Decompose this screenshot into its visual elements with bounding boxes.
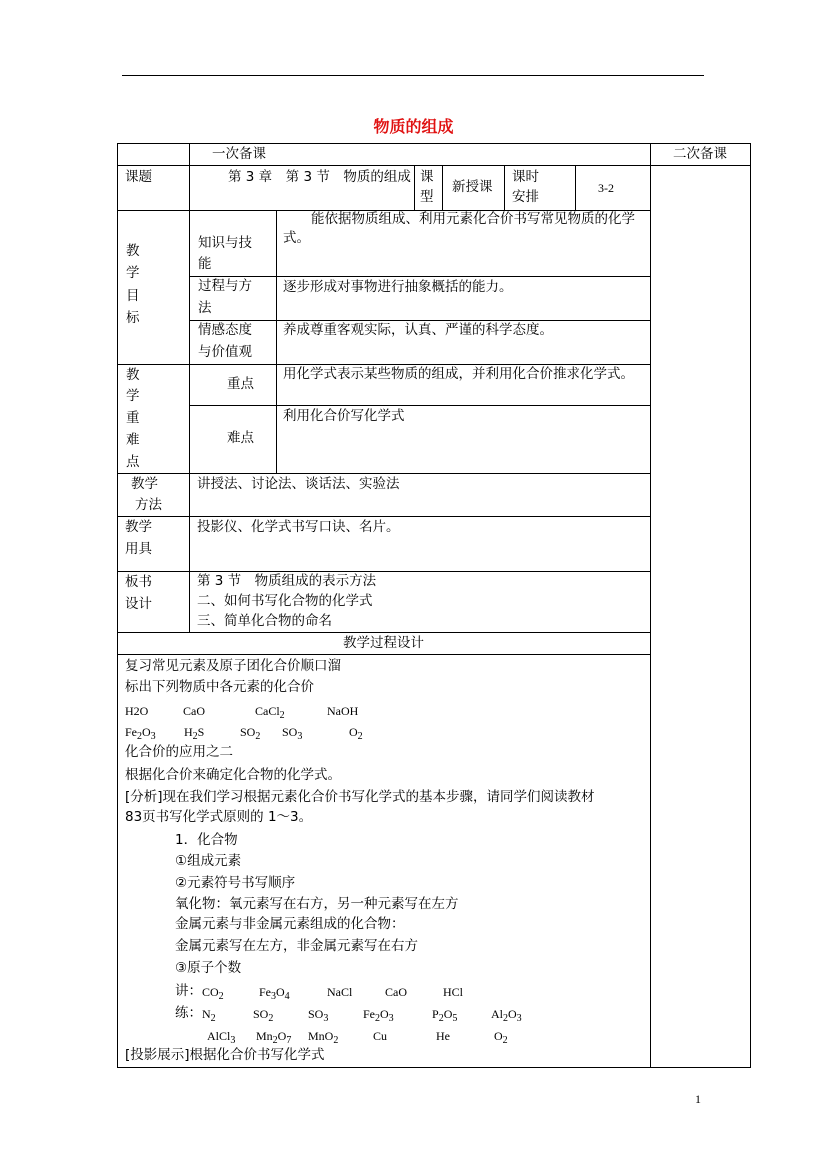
process-step: 氧化物：氧元素写在右方，另一种元素写在左方 xyxy=(175,896,459,912)
board-line: 二、如何书写化合物的化学式 xyxy=(197,593,373,609)
formula: $Fe_3O_4$ xyxy=(259,985,290,1002)
goal-name: 知识与技 xyxy=(198,235,252,251)
key-point-label: 重点 xyxy=(227,376,254,392)
formula: $H_2S$ xyxy=(184,725,205,742)
key-points-label: 教 xyxy=(126,367,140,383)
table-line xyxy=(117,473,650,474)
practice-label: 练： xyxy=(175,1005,202,1021)
table-line xyxy=(189,143,190,632)
formula: $Fe_2O_3$ xyxy=(363,1007,394,1024)
key-point-text: 用化学式表示某些物质的组成，并利用化合价推求化学式。 xyxy=(283,366,634,382)
table-line xyxy=(504,165,505,210)
formula: CaO xyxy=(385,985,407,999)
formula: $SO_3$ xyxy=(282,725,303,742)
formula: NaCl xyxy=(327,985,353,999)
lesson-type-label: 型 xyxy=(420,189,434,205)
process-step: 金属元素与非金属元素组成的化合物： xyxy=(175,916,405,932)
process-step: ③原子个数 xyxy=(175,960,242,976)
class-hours-value: 3-2 xyxy=(598,181,614,195)
process-line: 标出下列物质中各元素的化合价 xyxy=(125,679,314,695)
table-line xyxy=(117,165,751,166)
key-points-label: 点 xyxy=(126,454,140,470)
formula: CaCl$_2$ xyxy=(255,704,285,721)
formula: He xyxy=(436,1029,450,1043)
method-label: 方法 xyxy=(135,497,162,513)
goals-label: 学 xyxy=(126,265,140,281)
header-rule xyxy=(122,75,704,76)
formula-row xyxy=(202,985,463,1000)
topic-content: 第 3 章 第 3 节 物质的组成 xyxy=(228,169,411,185)
lesson-type-value: 新授课 xyxy=(452,179,493,195)
formula: $O_2$ xyxy=(494,1029,508,1046)
goal-name: 情感态度 xyxy=(198,322,252,338)
table-line xyxy=(117,654,650,655)
formula: MnO$_2$ xyxy=(308,1029,339,1046)
process-line: 83页书写化学式原则的 1～3。 xyxy=(125,809,313,825)
formula: $CO_2$ xyxy=(202,985,224,1002)
table-line xyxy=(442,165,443,210)
board-label: 设计 xyxy=(125,596,152,612)
table-line xyxy=(276,210,277,473)
process-line: [投影展示]根据化合价书写化学式 xyxy=(125,1047,325,1063)
board-line: 第 3 节 物质组成的表示方法 xyxy=(197,573,377,589)
second-prep-header: 二次备课 xyxy=(673,146,727,162)
formula: CaO xyxy=(183,704,205,718)
formula: NaOH xyxy=(327,704,359,718)
table-line xyxy=(117,632,650,633)
goals-label: 教 xyxy=(126,243,140,259)
difficult-point-label: 难点 xyxy=(227,430,254,446)
formula-row xyxy=(202,1007,522,1022)
goals-label: 标 xyxy=(126,310,140,326)
table-line xyxy=(414,165,415,210)
goal-text: 养成尊重客观实际，认真、严谨的科学态度。 xyxy=(283,322,553,338)
difficult-point-text: 利用化合价写化学式 xyxy=(283,408,405,424)
topic-label: 课题 xyxy=(125,169,152,185)
key-points-label: 难 xyxy=(126,432,140,448)
tools-text: 投影仪、化学式书写口诀、名片。 xyxy=(197,519,400,535)
process-line: 根据化合价来确定化合物的化学式。 xyxy=(125,767,341,783)
method-label: 教学 xyxy=(131,476,158,492)
table-line xyxy=(575,165,576,210)
process-step: ②元素符号书写顺序 xyxy=(175,875,296,891)
formula: $Al_2O_3$ xyxy=(491,1007,522,1024)
class-hours-label: 课时 xyxy=(512,169,539,185)
tools-label: 教学 xyxy=(125,519,152,535)
formula: $O_2$ xyxy=(349,725,363,742)
process-line: [分析]现在我们学习根据元素化合价书写化学式的基本步骤，请同学们阅读教材 xyxy=(125,789,595,805)
table-line xyxy=(117,516,650,517)
formula: H2O xyxy=(125,704,149,718)
formula: $SO_3$ xyxy=(308,1007,329,1024)
board-line: 三、简单化合物的命名 xyxy=(197,613,332,629)
goal-name: 与价值观 xyxy=(198,344,252,360)
formula: $P_2O_5$ xyxy=(432,1007,458,1024)
class-hours-label: 安排 xyxy=(512,189,539,205)
formula-row xyxy=(125,704,358,719)
board-label: 板书 xyxy=(125,574,152,590)
lecture-label: 讲： xyxy=(175,983,202,999)
process-line: 化合价的应用之二 xyxy=(125,744,233,760)
formula-row xyxy=(207,1029,508,1044)
formula: $SO_2$ xyxy=(253,1007,274,1024)
process-step: ①组成元素 xyxy=(175,853,242,869)
goal-text: 能依据物质组成、利用元素化合价书写常见物质的化学式。 xyxy=(283,211,635,246)
formula: Cu xyxy=(373,1029,388,1043)
formula: $SO_2$ xyxy=(240,725,261,742)
first-prep-header: 一次备课 xyxy=(212,146,266,162)
goal-name: 过程与方 xyxy=(198,278,252,294)
method-text: 讲授法、讨论法、谈话法、实验法 xyxy=(197,476,400,492)
formula-row xyxy=(125,725,363,740)
formula: $Mn_2O_7$ xyxy=(256,1029,292,1046)
process-line: 复习常见元素及原子团化合价顺口溜 xyxy=(125,658,341,674)
page-number: 1 xyxy=(695,1092,701,1106)
table-line xyxy=(189,405,650,406)
lesson-type-label: 课 xyxy=(420,169,434,185)
goals-label: 目 xyxy=(126,288,140,304)
formula: $Fe_2O_3$ xyxy=(125,725,156,742)
formula: $N_2$ xyxy=(202,1007,216,1024)
goal-name: 能 xyxy=(198,256,212,272)
process-heading: 教学过程设计 xyxy=(343,635,424,651)
key-points-label: 学 xyxy=(126,388,140,404)
goal-text: 逐步形成对事物进行抽象概括的能力。 xyxy=(283,279,513,295)
tools-label: 用具 xyxy=(125,541,152,557)
goal-name: 法 xyxy=(198,300,212,316)
process-step: 金属元素写在左方，非金属元素写在右方 xyxy=(175,938,418,954)
formula: AlCl$_3$ xyxy=(207,1029,236,1046)
page-title: 物质的组成 xyxy=(373,117,454,136)
key-points-label: 重 xyxy=(126,410,140,426)
table-line xyxy=(189,276,650,277)
formula: HCl xyxy=(443,985,464,999)
table-line xyxy=(650,143,651,1068)
process-step: 1．化合物 xyxy=(175,832,238,848)
